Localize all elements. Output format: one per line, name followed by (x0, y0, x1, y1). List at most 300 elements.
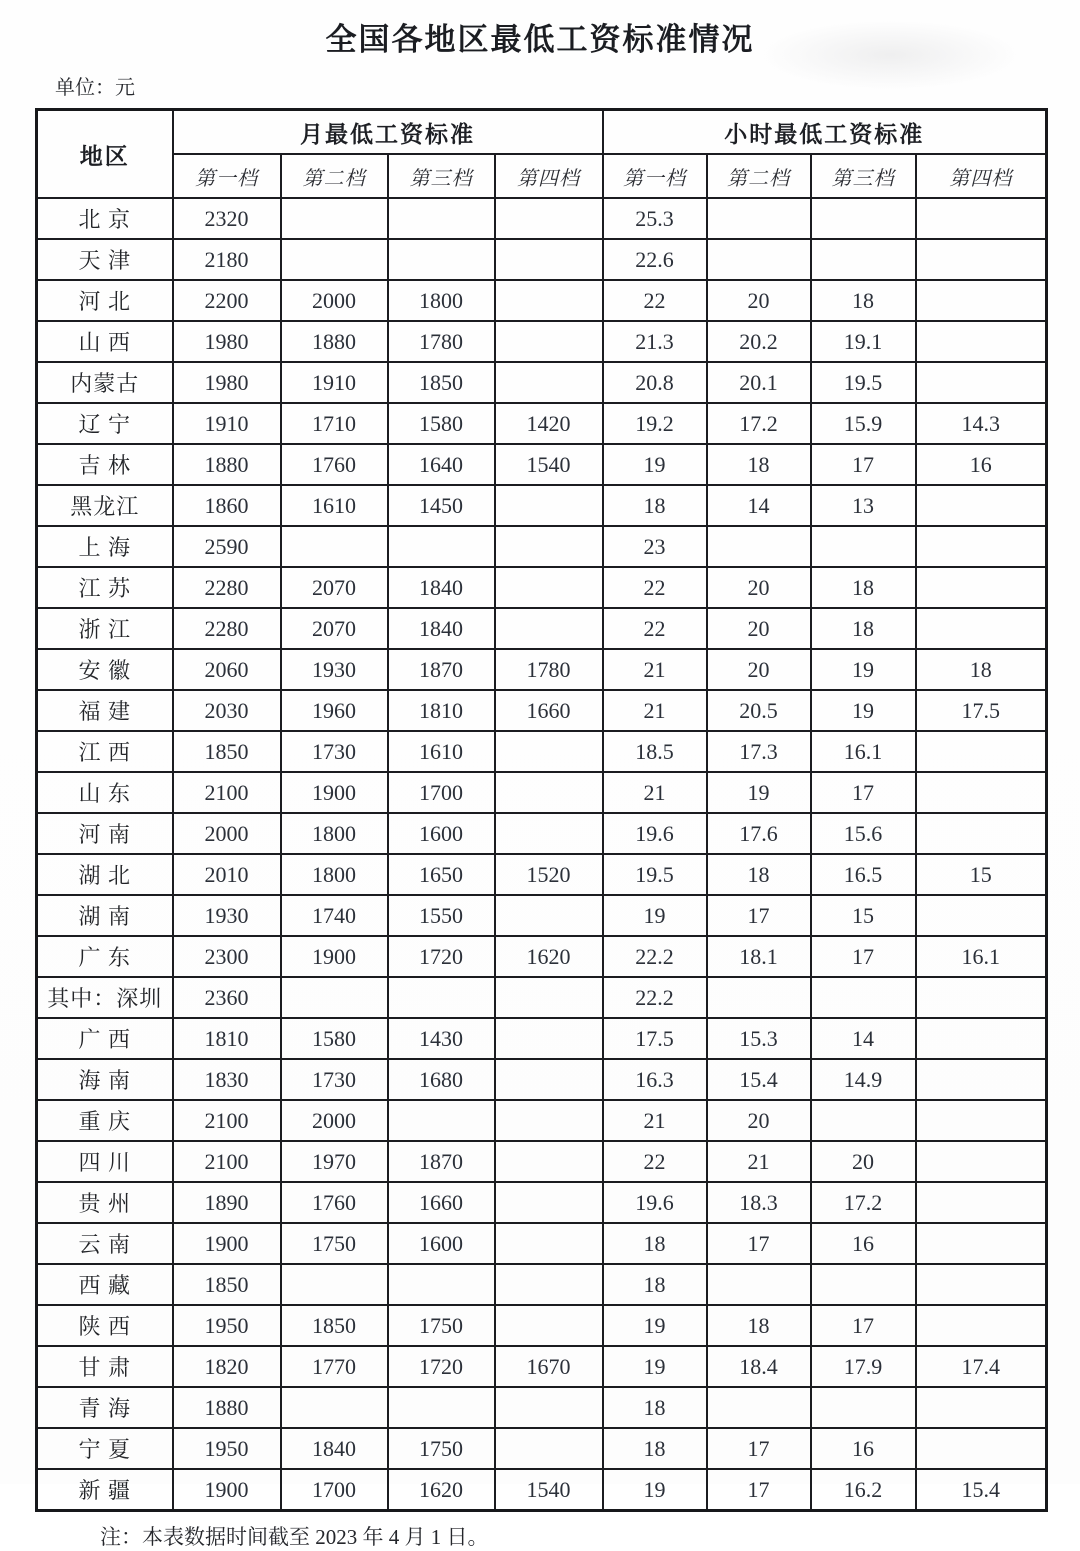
wage-value-cell: 22 (603, 567, 707, 608)
table-row (37, 1018, 1047, 1059)
wage-value-cell: 1900 (281, 772, 388, 813)
wage-value-cell: 1840 (388, 608, 495, 649)
wage-value-cell: 1950 (173, 1428, 281, 1469)
wage-value-cell: 1550 (388, 895, 495, 936)
wage-value-cell: 19 (603, 1346, 707, 1387)
wage-value-cell: 1890 (173, 1182, 281, 1223)
wage-value-cell: 18 (811, 608, 916, 649)
table-row (37, 977, 1047, 1018)
wage-value-cell: 14.3 (916, 403, 1047, 444)
wage-value-cell: 2060 (173, 649, 281, 690)
wage-value-cell: 1620 (388, 1469, 495, 1511)
wage-value-cell: 1870 (388, 1141, 495, 1182)
wage-value-cell: 1740 (281, 895, 388, 936)
wage-value-cell: 19.6 (603, 1182, 707, 1223)
wage-value-cell: 18.4 (707, 1346, 811, 1387)
table-row (37, 280, 1047, 321)
wage-value-cell: 1600 (388, 1223, 495, 1264)
wage-value-cell: 21.3 (603, 321, 707, 362)
region-cell: 海 南 (37, 1059, 173, 1100)
wage-value-cell: 18 (603, 1428, 707, 1469)
wage-value-cell: 1800 (281, 854, 388, 895)
wage-value-cell (916, 239, 1047, 280)
wage-value-cell: 2280 (173, 608, 281, 649)
wage-value-cell: 1450 (388, 485, 495, 526)
wage-value-cell: 2000 (281, 280, 388, 321)
region-column-header: 地区 (37, 110, 173, 199)
wage-value-cell (495, 1305, 603, 1346)
wage-value-cell: 20 (707, 1100, 811, 1141)
wage-value-cell: 1970 (281, 1141, 388, 1182)
wage-value-cell (707, 239, 811, 280)
wage-value-cell: 1760 (281, 1182, 388, 1223)
wage-value-cell: 1810 (388, 690, 495, 731)
wage-value-cell (916, 1387, 1047, 1428)
wage-value-cell: 1750 (388, 1305, 495, 1346)
wage-value-cell: 1700 (388, 772, 495, 813)
wage-value-cell: 2100 (173, 1141, 281, 1182)
wage-value-cell (811, 239, 916, 280)
region-cell: 新 疆 (37, 1469, 173, 1511)
wage-value-cell: 19 (811, 690, 916, 731)
wage-value-cell: 1640 (388, 444, 495, 485)
wage-value-cell: 15.3 (707, 1018, 811, 1059)
wage-value-cell: 1770 (281, 1346, 388, 1387)
wage-value-cell (495, 813, 603, 854)
wage-value-cell: 1800 (281, 813, 388, 854)
table-row (37, 239, 1047, 280)
monthly-group-header: 月最低工资标准 (173, 110, 603, 155)
wage-value-cell: 15 (916, 854, 1047, 895)
wage-value-cell: 1580 (281, 1018, 388, 1059)
region-cell: 重 庆 (37, 1100, 173, 1141)
wage-value-cell: 1700 (281, 1469, 388, 1511)
wage-value-cell: 1780 (388, 321, 495, 362)
table-row (37, 1059, 1047, 1100)
table-row (37, 608, 1047, 649)
wage-value-cell: 21 (603, 649, 707, 690)
wage-value-cell: 21 (603, 1100, 707, 1141)
wage-value-cell: 2010 (173, 854, 281, 895)
table-row (37, 1469, 1047, 1511)
wage-value-cell: 1980 (173, 362, 281, 403)
wage-value-cell: 13 (811, 485, 916, 526)
wage-value-cell: 19 (603, 1305, 707, 1346)
wage-value-cell: 2000 (173, 813, 281, 854)
footnote: 注：本表数据时间截至 2023 年 4 月 1 日。 (100, 1525, 489, 1549)
table-row (37, 1223, 1047, 1264)
wage-value-cell: 17.2 (707, 403, 811, 444)
wage-value-cell: 15.4 (916, 1469, 1047, 1511)
wage-value-cell: 18.3 (707, 1182, 811, 1223)
table-row (37, 813, 1047, 854)
region-cell: 安 徽 (37, 649, 173, 690)
wage-value-cell: 17.5 (603, 1018, 707, 1059)
wage-value-cell: 20 (707, 649, 811, 690)
wage-value-cell: 1860 (173, 485, 281, 526)
table-row (37, 772, 1047, 813)
wage-value-cell: 20 (811, 1141, 916, 1182)
wage-value-cell (916, 1428, 1047, 1469)
monthly-tier1-header: 第一档 (173, 154, 281, 198)
table-row (37, 1264, 1047, 1305)
wage-value-cell: 15.4 (707, 1059, 811, 1100)
wage-value-cell: 25.3 (603, 198, 707, 239)
wage-value-cell: 2100 (173, 1100, 281, 1141)
table-row (37, 1100, 1047, 1141)
wage-value-cell: 19 (603, 444, 707, 485)
wage-value-cell: 15 (811, 895, 916, 936)
wage-value-cell: 18 (707, 1305, 811, 1346)
region-cell: 黑龙江 (37, 485, 173, 526)
table-row (37, 1387, 1047, 1428)
wage-value-cell: 2320 (173, 198, 281, 239)
wage-value-cell: 18 (916, 649, 1047, 690)
wage-value-cell (916, 1223, 1047, 1264)
region-cell: 浙 江 (37, 608, 173, 649)
tier-header-row (37, 154, 1047, 198)
wage-value-cell (495, 608, 603, 649)
wage-value-cell (495, 239, 603, 280)
wage-value-cell: 17 (707, 895, 811, 936)
wage-value-cell: 1930 (173, 895, 281, 936)
wage-value-cell: 1720 (388, 936, 495, 977)
region-cell: 天 津 (37, 239, 173, 280)
table-row (37, 403, 1047, 444)
wage-value-cell (388, 1100, 495, 1141)
wage-value-cell: 1730 (281, 731, 388, 772)
wage-value-cell (495, 321, 603, 362)
wage-value-cell: 17.5 (916, 690, 1047, 731)
wage-value-cell: 1580 (388, 403, 495, 444)
wage-value-cell (495, 198, 603, 239)
wage-value-cell: 17 (811, 1305, 916, 1346)
wage-value-cell: 21 (603, 690, 707, 731)
wage-value-cell: 2030 (173, 690, 281, 731)
wage-value-cell: 2070 (281, 567, 388, 608)
wage-value-cell: 1430 (388, 1018, 495, 1059)
wage-value-cell: 19 (603, 895, 707, 936)
wage-value-cell (495, 567, 603, 608)
wage-value-cell: 20 (707, 280, 811, 321)
table-row (37, 444, 1047, 485)
table-row (37, 731, 1047, 772)
wage-value-cell: 17 (811, 444, 916, 485)
wage-value-cell: 14 (707, 485, 811, 526)
wage-value-cell (495, 485, 603, 526)
table-row (37, 649, 1047, 690)
region-cell: 上 海 (37, 526, 173, 567)
region-cell: 四 川 (37, 1141, 173, 1182)
wage-value-cell: 1900 (173, 1469, 281, 1511)
wage-value-cell: 1820 (173, 1346, 281, 1387)
wage-value-cell (916, 567, 1047, 608)
wage-value-cell: 2280 (173, 567, 281, 608)
wage-value-cell: 1950 (173, 1305, 281, 1346)
table-row (37, 567, 1047, 608)
monthly-tier4-header: 第四档 (495, 154, 603, 198)
page-title: 全国各地区最低工资标准情况 (325, 22, 755, 57)
wage-value-cell: 22 (603, 608, 707, 649)
table-row (37, 854, 1047, 895)
wage-value-cell: 1850 (388, 362, 495, 403)
region-cell: 福 建 (37, 690, 173, 731)
wage-value-cell: 1840 (281, 1428, 388, 1469)
wage-value-cell (916, 1059, 1047, 1100)
region-cell: 陕 西 (37, 1305, 173, 1346)
wage-value-cell: 18 (603, 1223, 707, 1264)
wage-value-cell: 17 (811, 772, 916, 813)
wage-value-cell: 1710 (281, 403, 388, 444)
wage-value-cell (811, 977, 916, 1018)
wage-value-cell: 22 (603, 280, 707, 321)
wage-value-cell (916, 1182, 1047, 1223)
region-cell: 湖 南 (37, 895, 173, 936)
wage-value-cell: 18 (707, 854, 811, 895)
wage-value-cell: 1680 (388, 1059, 495, 1100)
region-cell: 贵 州 (37, 1182, 173, 1223)
wage-value-cell: 17 (707, 1428, 811, 1469)
wage-value-cell (281, 239, 388, 280)
hourly-tier3-header: 第三档 (811, 154, 916, 198)
wage-value-cell (495, 526, 603, 567)
wage-value-cell (281, 526, 388, 567)
table-row (37, 1346, 1047, 1387)
wage-value-cell: 1760 (281, 444, 388, 485)
wage-value-cell (388, 526, 495, 567)
monthly-tier2-header: 第二档 (281, 154, 388, 198)
wage-value-cell: 1610 (388, 731, 495, 772)
wage-value-cell: 1810 (173, 1018, 281, 1059)
wage-value-cell: 1620 (495, 936, 603, 977)
wage-value-cell: 16.5 (811, 854, 916, 895)
hourly-group-header: 小时最低工资标准 (603, 110, 1047, 155)
wage-value-cell: 20.5 (707, 690, 811, 731)
wage-value-cell (495, 1264, 603, 1305)
wage-value-cell: 17.3 (707, 731, 811, 772)
region-cell: 甘 肃 (37, 1346, 173, 1387)
wage-value-cell (916, 1264, 1047, 1305)
wage-value-cell (495, 1141, 603, 1182)
wage-value-cell (916, 362, 1047, 403)
wage-value-cell (707, 526, 811, 567)
wage-value-cell (495, 1018, 603, 1059)
wage-value-cell: 19.1 (811, 321, 916, 362)
wage-value-cell (495, 977, 603, 1018)
wage-value-cell: 2070 (281, 608, 388, 649)
wage-value-cell (388, 977, 495, 1018)
wage-value-cell: 19.6 (603, 813, 707, 854)
hourly-tier2-header: 第二档 (707, 154, 811, 198)
wage-value-cell: 23 (603, 526, 707, 567)
wage-value-cell (495, 1223, 603, 1264)
wage-value-cell: 14.9 (811, 1059, 916, 1100)
table-row (37, 198, 1047, 239)
wage-value-cell (916, 1141, 1047, 1182)
wage-value-cell: 17 (707, 1223, 811, 1264)
wage-value-cell (811, 1264, 916, 1305)
wage-value-cell (916, 1018, 1047, 1059)
wage-value-cell (495, 1100, 603, 1141)
table-row (37, 362, 1047, 403)
wage-value-cell (916, 485, 1047, 526)
wage-value-cell (811, 526, 916, 567)
hourly-tier1-header: 第一档 (603, 154, 707, 198)
region-cell: 云 南 (37, 1223, 173, 1264)
table-row (37, 936, 1047, 977)
region-cell: 湖 北 (37, 854, 173, 895)
table-row (37, 895, 1047, 936)
table-row (37, 485, 1047, 526)
table-row (37, 321, 1047, 362)
wage-value-cell: 18.5 (603, 731, 707, 772)
wage-value-cell (916, 1305, 1047, 1346)
wage-value-cell (707, 1264, 811, 1305)
wage-value-cell (916, 280, 1047, 321)
wage-value-cell: 1880 (173, 1387, 281, 1428)
region-cell: 山 西 (37, 321, 173, 362)
wage-value-cell (916, 198, 1047, 239)
wage-value-cell: 19 (707, 772, 811, 813)
wage-value-cell: 1600 (388, 813, 495, 854)
wage-value-cell: 17.9 (811, 1346, 916, 1387)
region-cell: 河 南 (37, 813, 173, 854)
table-row (37, 1141, 1047, 1182)
wage-value-cell: 1660 (495, 690, 603, 731)
table-row (37, 1182, 1047, 1223)
wage-value-cell: 21 (707, 1141, 811, 1182)
wage-value-cell: 22.2 (603, 936, 707, 977)
wage-value-cell (811, 1387, 916, 1428)
wage-value-cell (811, 198, 916, 239)
wage-value-cell: 1850 (281, 1305, 388, 1346)
minimum-wage-table (35, 108, 1048, 1512)
wage-value-cell: 18 (811, 280, 916, 321)
wage-value-cell: 1540 (495, 1469, 603, 1511)
wage-value-cell (388, 198, 495, 239)
wage-value-cell: 14 (811, 1018, 916, 1059)
table-body (37, 198, 1047, 1511)
region-cell: 北 京 (37, 198, 173, 239)
wage-value-cell (495, 772, 603, 813)
table-row (37, 690, 1047, 731)
wage-value-cell: 17 (707, 1469, 811, 1511)
wage-value-cell: 18.1 (707, 936, 811, 977)
wage-value-cell (916, 731, 1047, 772)
wage-value-cell (495, 280, 603, 321)
wage-value-cell: 19 (811, 649, 916, 690)
region-cell: 宁 夏 (37, 1428, 173, 1469)
wage-value-cell: 2180 (173, 239, 281, 280)
wage-value-cell (916, 895, 1047, 936)
wage-value-cell: 1670 (495, 1346, 603, 1387)
wage-value-cell: 20 (707, 567, 811, 608)
wage-value-cell: 1830 (173, 1059, 281, 1100)
wage-value-cell: 19.5 (811, 362, 916, 403)
wage-value-cell: 1660 (388, 1182, 495, 1223)
wage-value-cell (495, 895, 603, 936)
wage-value-cell: 1840 (388, 567, 495, 608)
wage-value-cell (707, 198, 811, 239)
region-cell: 河 北 (37, 280, 173, 321)
wage-value-cell: 2200 (173, 280, 281, 321)
wage-value-cell: 22 (603, 1141, 707, 1182)
wage-value-cell: 20.2 (707, 321, 811, 362)
wage-value-cell (916, 608, 1047, 649)
wage-value-cell: 15.6 (811, 813, 916, 854)
wage-value-cell: 1930 (281, 649, 388, 690)
wage-value-cell: 20 (707, 608, 811, 649)
wage-value-cell: 18 (811, 567, 916, 608)
wage-value-cell (916, 813, 1047, 854)
wage-value-cell (281, 198, 388, 239)
hourly-tier4-header: 第四档 (916, 154, 1047, 198)
wage-value-cell (388, 1387, 495, 1428)
wage-value-cell: 16 (811, 1428, 916, 1469)
region-cell: 广 西 (37, 1018, 173, 1059)
wage-value-cell: 16.1 (916, 936, 1047, 977)
table-row (37, 1428, 1047, 1469)
wage-value-cell (388, 1264, 495, 1305)
wage-value-cell (707, 1387, 811, 1428)
wage-value-cell: 1960 (281, 690, 388, 731)
wage-value-cell (495, 362, 603, 403)
wage-value-cell: 1850 (173, 1264, 281, 1305)
wage-value-cell (495, 1428, 603, 1469)
wage-value-cell: 19 (603, 1469, 707, 1511)
wage-value-cell: 1910 (173, 403, 281, 444)
region-cell: 青 海 (37, 1387, 173, 1428)
wage-value-cell (281, 1387, 388, 1428)
wage-value-cell: 1880 (173, 444, 281, 485)
wage-value-cell (495, 1059, 603, 1100)
wage-value-cell: 2590 (173, 526, 281, 567)
wage-value-cell: 16.2 (811, 1469, 916, 1511)
wage-value-cell: 2360 (173, 977, 281, 1018)
wage-value-cell: 20.1 (707, 362, 811, 403)
wage-value-cell (916, 772, 1047, 813)
wage-value-cell (388, 239, 495, 280)
region-cell: 江 西 (37, 731, 173, 772)
wage-value-cell: 20.8 (603, 362, 707, 403)
wage-value-cell: 1540 (495, 444, 603, 485)
wage-value-cell: 19.5 (603, 854, 707, 895)
wage-value-cell: 1900 (173, 1223, 281, 1264)
wage-value-cell: 1870 (388, 649, 495, 690)
wage-value-cell: 22.2 (603, 977, 707, 1018)
wage-value-cell: 1730 (281, 1059, 388, 1100)
wage-value-cell (916, 977, 1047, 1018)
wage-value-cell: 1420 (495, 403, 603, 444)
wage-value-cell: 1780 (495, 649, 603, 690)
wage-value-cell: 1520 (495, 854, 603, 895)
region-cell: 西 藏 (37, 1264, 173, 1305)
wage-value-cell: 17.4 (916, 1346, 1047, 1387)
unit-label: 单位：元 (55, 77, 135, 99)
wage-value-cell: 1900 (281, 936, 388, 977)
wage-value-cell (495, 731, 603, 772)
wage-value-cell (916, 321, 1047, 362)
table-row (37, 526, 1047, 567)
wage-value-cell: 18 (603, 485, 707, 526)
wage-value-cell: 2300 (173, 936, 281, 977)
wage-value-cell: 1650 (388, 854, 495, 895)
region-cell: 山 东 (37, 772, 173, 813)
wage-value-cell: 1880 (281, 321, 388, 362)
wage-value-cell (495, 1387, 603, 1428)
wage-value-cell: 17.6 (707, 813, 811, 854)
wage-value-cell: 1750 (281, 1223, 388, 1264)
